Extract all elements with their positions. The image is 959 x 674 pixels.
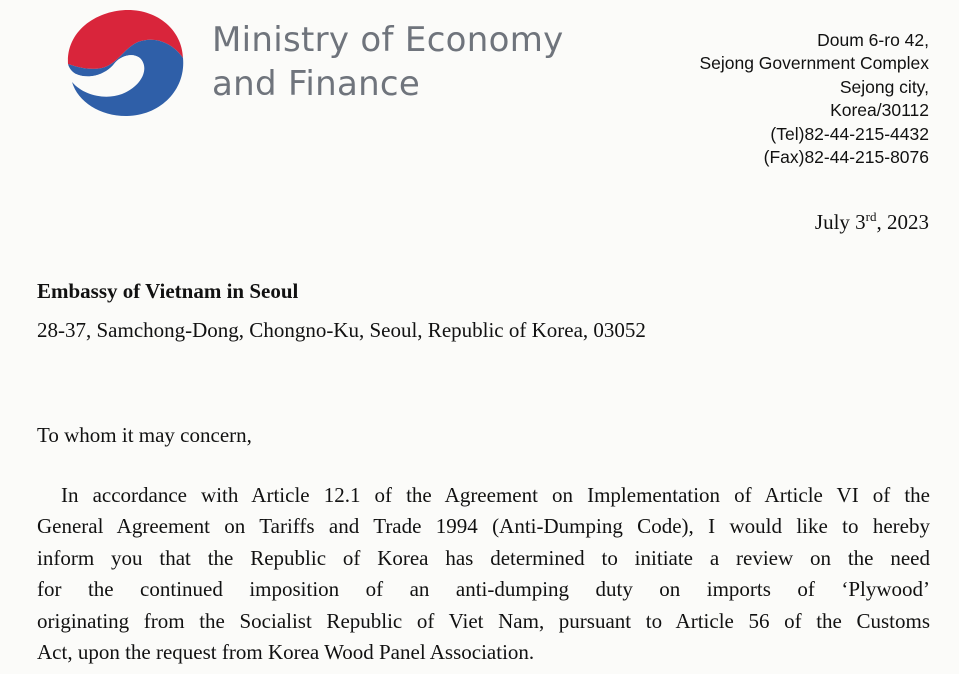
address-line: Sejong Government Complex <box>699 53 929 74</box>
date-day: July 3 <box>814 210 866 234</box>
address-line: Doum 6-ro 42, <box>817 30 929 50</box>
ministry-name-line2: and Finance <box>212 64 421 104</box>
body-line: Act, upon the request from Korea Wood Panel Association. <box>37 639 535 664</box>
address-line: Korea/30112 <box>830 100 929 121</box>
date-ordinal-suffix: rd <box>865 209 877 224</box>
date-year: , 2023 <box>876 210 929 234</box>
ministry-logo-emblem <box>62 6 186 118</box>
ministry-name <box>212 18 564 106</box>
body-line: originating from the Socialist Republic of Viet Nam, pursuant to Article 56 of the Customs <box>37 608 930 633</box>
fax-line: (Fax)82-44-215-8076 <box>763 147 929 168</box>
recipient-name: Embassy of Vietnam in Seoul <box>37 279 299 303</box>
body-line: for the continued imposition of an anti-dumping duty on imports of ‘Plywood’ <box>37 577 930 602</box>
telephone-line: (Tel)82-44-215-4432 <box>770 123 929 144</box>
address-line: Sejong city, <box>839 76 929 97</box>
body-line: In accordance with Article 12.1 of the Agreement on Implementation of Article VI of the <box>61 483 930 507</box>
body-line: inform you that the Republic of Korea has determined to initiate a review on the need <box>37 545 930 570</box>
letter-date <box>815 208 929 236</box>
body-paragraph <box>37 480 930 668</box>
sender-address-block <box>699 29 929 169</box>
recipient-address: 28-37, Samchong-Dong, Chongno-Ku, Seoul, Republic of Korea, 03052 <box>37 318 646 342</box>
salutation: To whom it may concern, <box>37 423 252 447</box>
body-line: General Agreement on Tariffs and Trade 1994 (Anti-Dumping Code), I would like to hereby <box>37 514 930 539</box>
ministry-name-line1: Ministry of Economy <box>212 20 564 60</box>
